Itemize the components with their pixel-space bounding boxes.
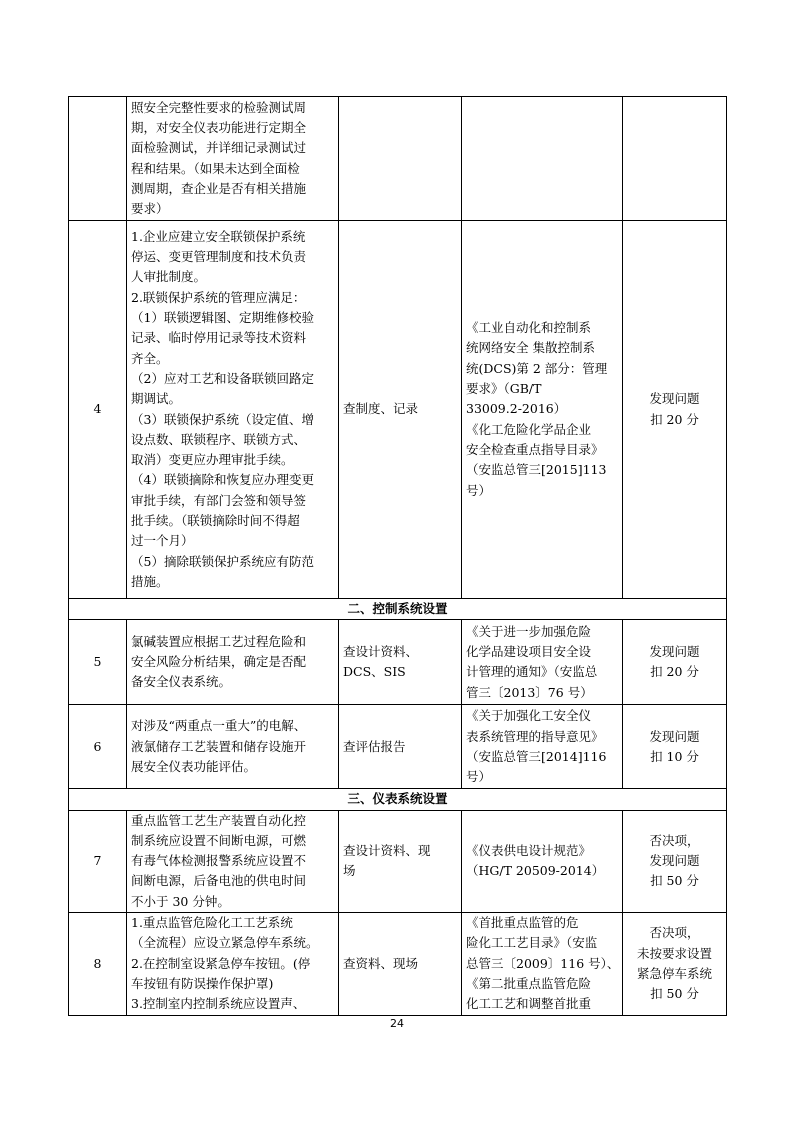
cell-line: DCS、SIS [343,664,406,680]
cell-line: 查设计资料、现 [343,843,431,859]
page-number: 24 [390,1017,404,1030]
requirement-cell [127,620,339,705]
cell-line: 停运、变更管理制度和技术负责 [131,249,307,265]
cell-line: 期调试。 [131,391,182,407]
cell-line: 发现问题 [649,644,700,659]
cell-line: （2）应对工艺和设备联锁回路定 [131,370,314,386]
cell-line: 发现问题 [649,391,700,407]
cell-line: （安监总管三[2015]113 [466,462,607,478]
cell-line: 险化工工艺目录》（安监 [466,935,598,951]
item-number-cell [69,97,127,221]
cell-line: 车按钮有防误操作保护罩) [131,975,274,991]
cell-line: 未按要求设置 [636,945,712,961]
section-heading: 三、仪表系统设置 [69,789,727,810]
cell-line: （HG/T 20509-2014） [466,863,605,879]
requirement-cell [127,913,339,1015]
requirement-cell [127,221,339,599]
table-row [69,97,727,221]
cell-line: 《关于加强化工安全仪 [466,708,592,724]
cell-line: （4）联锁摘除和恢复应办理变更 [131,472,314,488]
standard-basis-cell [462,620,623,705]
cell-line: 氯碱装置应根据工艺过程危险和 [131,633,307,649]
table-row [69,705,727,789]
cell-line: 查设计资料、 [343,644,419,659]
cell-line: 面检验测试，并详细记录测试过 [131,140,307,156]
check-method-cell [339,221,462,599]
cell-line: 液氯储存工艺装置和储存设施开 [131,738,307,754]
cell-line: （安监总管三[2014]116 [466,748,607,764]
cell-line: 《工业自动化和控制系 [466,320,592,336]
cell-line: 扣 50 分 [650,873,699,889]
check-method-cell [339,810,462,912]
section-heading: 二、控制系统设置 [69,599,727,620]
scoring-cell [623,810,727,912]
cell-line: 重点监管工艺生产装置自动化控 [131,812,307,828]
check-method-cell [339,913,462,1015]
cell-line: 程和结果。（如果未达到全面检 [131,160,300,176]
standard-basis-cell [462,705,623,789]
cell-line: 不小于 30 分钟。 [131,893,230,909]
cell-line: 人审批制度。 [131,269,207,285]
cell-line: 查评估报告 [343,738,406,754]
cell-line: 取消）变更应办理审批手续。 [131,452,294,468]
cell-line: 间断电源，后备电池的供电时间 [131,873,307,889]
standard-basis-cell [462,810,623,912]
cell-line: 要求） [131,201,169,217]
cell-line: 2.在控制室设紧急停车按钮。(停 [131,955,311,971]
item-number-cell: 7 [69,810,127,912]
cell-line: 有毒气体检测报警系统应设置不 [131,853,307,869]
check-method-cell [339,620,462,705]
cell-line: 扣 50 分 [650,986,699,1002]
scoring-cell [623,705,727,789]
cell-line: 计管理的通知》（安监总 [466,664,598,680]
requirement-cell [127,705,339,789]
item-number-cell: 4 [69,221,127,599]
standard-basis-cell [462,97,623,221]
scoring-cell [623,913,727,1015]
cell-line: 对涉及“两重点一重大”的电解、 [131,718,307,734]
cell-line: 期，对安全仪表功能进行定期全 [131,119,307,135]
cell-line: 要求》（GB/T [466,381,542,397]
table-row [69,221,727,599]
cell-line: 否决项， [649,925,700,941]
cell-line: 《第二批重点监管危险 [466,975,592,991]
cell-line: 紧急停车系统 [636,965,712,981]
table-row [69,620,727,705]
cell-line: （全流程）应设立紧急停车系统。 [131,935,319,951]
item-number-cell: 5 [69,620,127,705]
cell-line: 发现问题 [649,728,700,744]
cell-line: （1）联锁逻辑图、定期维修校验 [131,310,314,326]
standard-basis-cell [462,221,623,599]
table-row [69,913,727,1015]
cell-line: 号） [466,482,492,498]
cell-line: 安全风险分析结果，确定是否配 [131,654,307,670]
cell-line: 《关于进一步加强危险 [466,623,592,639]
inspection-table [68,96,727,1016]
check-method-cell [339,97,462,221]
item-number-cell: 8 [69,913,127,1015]
cell-line: 照安全完整性要求的检验测试周 [131,99,307,115]
cell-line: 化学品建设项目安全设 [466,644,592,659]
cell-line: 发现问题 [649,853,700,869]
cell-line: 统网络安全 集散控制系 [466,340,595,356]
cell-line: 场 [343,863,356,879]
cell-line: 查制度、记录 [343,401,419,417]
cell-line: 2.联锁保护系统的管理应满足： [131,289,306,305]
check-method-cell [339,705,462,789]
cell-line: 批手续。（联锁摘除时间不得超 [131,512,300,528]
cell-line: 齐全。 [131,350,169,366]
table-row [69,810,727,912]
section-row [69,599,727,620]
cell-line: 《化工危险化学品企业 [466,421,592,437]
cell-line: 制系统应设置不间断电源，可燃 [131,832,307,848]
cell-line: （3）联锁保护系统（设定值、增 [131,411,314,427]
item-number-cell: 6 [69,705,127,789]
cell-line: 测周期，查企业是否有相关措施 [131,180,307,196]
scoring-cell [623,97,727,221]
cell-line: 《首批重点监管的危 [466,915,579,931]
cell-line: 总管三〔2009〕116 号）、 [466,955,620,971]
cell-line: 展安全仪表功能评估。 [131,758,257,774]
cell-line: 1.重点监管危险化工工艺系统 [131,915,293,931]
cell-line: 3.控制室内控制系统应设置声、 [131,996,306,1012]
cell-line: 设点数、联锁程序、联锁方式、 [131,431,307,447]
cell-line: 管三〔2013〕76 号） [466,684,593,700]
scoring-cell [623,620,727,705]
cell-line: 过一个月） [131,533,194,549]
section-row [69,789,727,810]
cell-line: 扣 10 分 [650,748,699,764]
cell-line: 《仪表供电设计规范》 [466,843,592,859]
cell-line: 化工工艺和调整首批重 [466,996,592,1012]
cell-line: 号） [466,769,492,785]
scoring-cell [623,221,727,599]
cell-line: 记录、临时停用记录等技术资料 [131,330,307,346]
cell-line: 否决项， [649,832,700,848]
cell-line: （5）摘除联锁保护系统应有防范 [131,553,314,569]
cell-line: 1.企业应建立安全联锁保护系统 [131,228,306,244]
cell-line: 措施。 [131,573,169,589]
cell-line: 统(DCS)第 2 部分：管理 [466,360,608,376]
standard-basis-cell [462,913,623,1015]
cell-line: 查资料、现场 [343,955,419,971]
requirement-cell [127,810,339,912]
cell-line: 审批手续，有部门会签和领导签 [131,492,307,508]
cell-line: 33009.2-2016） [466,401,567,417]
cell-line: 备安全仪表系统。 [131,674,232,690]
requirement-cell [127,97,339,221]
cell-line: 扣 20 分 [650,664,699,680]
cell-line: 安全检查重点指导目录》 [466,441,604,457]
cell-line: 扣 20 分 [650,411,699,427]
cell-line: 表系统管理的指导意见》 [466,728,604,744]
